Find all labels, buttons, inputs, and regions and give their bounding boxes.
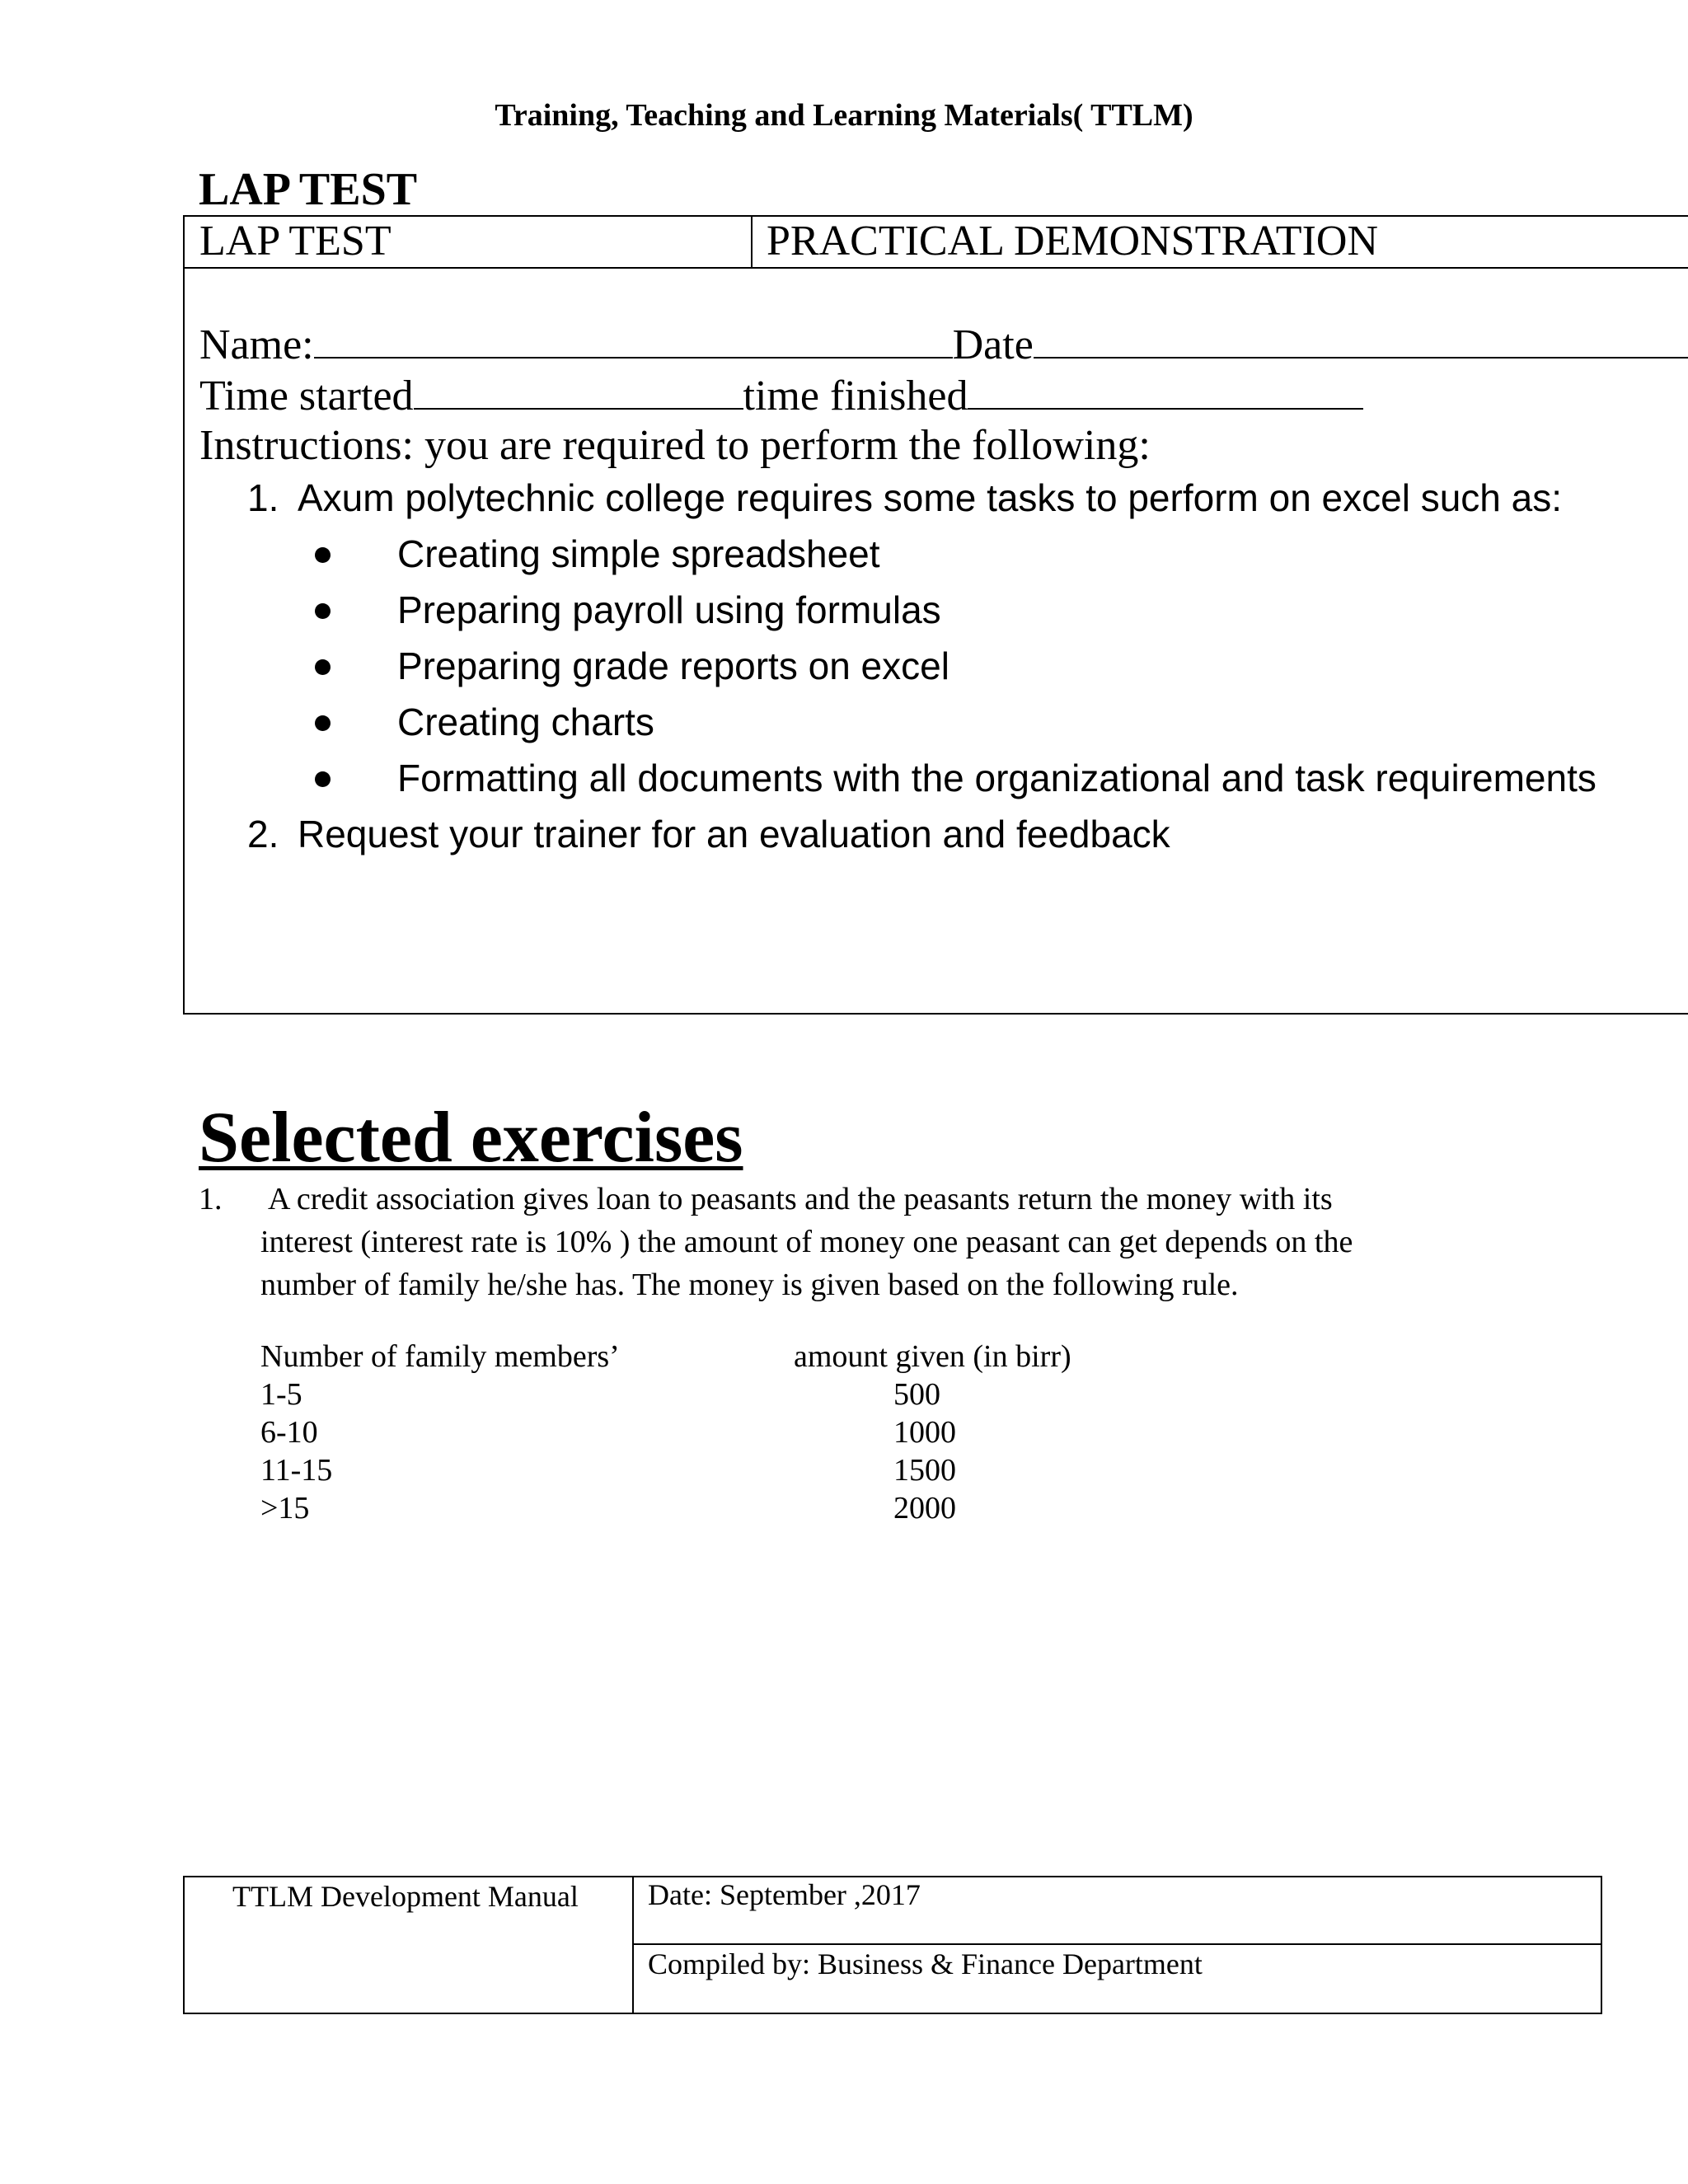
bullet-icon bbox=[315, 659, 331, 675]
time-started-blank bbox=[414, 370, 743, 410]
instructions-text: Instructions: you are required to perform the following: bbox=[199, 422, 1151, 469]
bullet-icon bbox=[315, 547, 331, 563]
document-header-title: Training, Teaching and Learning Materials( TTLM) bbox=[495, 98, 1193, 133]
footer-row-divider bbox=[632, 1943, 1602, 1945]
time-finished-label: time finished bbox=[743, 373, 968, 419]
bullet-item: Creating charts bbox=[397, 701, 654, 743]
lap-test-cell-left: LAP TEST bbox=[199, 218, 392, 265]
date-blank bbox=[1034, 319, 1688, 359]
footer-column-divider bbox=[632, 1876, 634, 2014]
task-1-text: Axum polytechnic college requires some tasks to perform on excel such as: bbox=[298, 476, 1563, 519]
bullet-icon bbox=[315, 771, 331, 787]
name-label: Name: bbox=[199, 321, 314, 368]
time-line bbox=[199, 370, 1363, 421]
time-started-label: Time started bbox=[199, 373, 414, 419]
date-label: Date bbox=[952, 321, 1034, 368]
rule-family-cell: 11-15 bbox=[260, 1453, 333, 1488]
task-1-number: 1. bbox=[247, 476, 279, 519]
rule-header-family: Number of family members’ bbox=[260, 1339, 620, 1374]
name-date-line bbox=[199, 319, 1688, 370]
bullet-icon bbox=[315, 603, 331, 619]
bullet-item: Preparing payroll using formulas bbox=[397, 588, 941, 631]
rule-amount-cell: 1000 bbox=[893, 1415, 956, 1450]
rule-amount-cell: 500 bbox=[893, 1377, 940, 1412]
rule-amount-cell: 2000 bbox=[893, 1491, 956, 1526]
bullet-item: Formatting all documents with the organizational and task requirements bbox=[397, 757, 1597, 799]
rule-header-amount: amount given (in birr) bbox=[794, 1339, 1071, 1374]
task-2-number: 2. bbox=[247, 813, 279, 855]
lap-test-column-divider bbox=[751, 215, 753, 269]
footer-date: Date: September ,2017 bbox=[648, 1878, 921, 1911]
exercise-1-line: number of family he/she has. The money is given based on the following rule. bbox=[260, 1268, 1239, 1302]
rule-family-cell: >15 bbox=[260, 1491, 310, 1526]
exercise-1-line: interest (interest rate is 10% ) the amount of money one peasant can get depends on the bbox=[260, 1225, 1353, 1259]
footer-manual: TTLM Development Manual bbox=[232, 1880, 579, 1913]
rule-amount-cell: 1500 bbox=[893, 1453, 956, 1488]
bullet-icon bbox=[315, 715, 331, 731]
task-2-text: Request your trainer for an evaluation and feedback bbox=[298, 813, 1170, 855]
exercise-1-number: 1. bbox=[199, 1182, 223, 1216]
bullet-item: Preparing grade reports on excel bbox=[397, 644, 950, 687]
lap-test-row-divider bbox=[183, 267, 1688, 269]
footer-compiled-by: Compiled by: Business & Finance Department bbox=[648, 1947, 1203, 1980]
rule-family-cell: 6-10 bbox=[260, 1415, 318, 1450]
rule-family-cell: 1-5 bbox=[260, 1377, 302, 1412]
bullet-item: Creating simple spreadsheet bbox=[397, 532, 880, 575]
lap-test-cell-right: PRACTICAL DEMONSTRATION bbox=[767, 218, 1378, 265]
time-finished-blank bbox=[968, 370, 1363, 410]
lap-test-heading: LAP TEST bbox=[199, 164, 418, 215]
name-blank bbox=[314, 319, 953, 359]
exercise-1-line: A credit association gives loan to peasants and the peasants return the money with its bbox=[268, 1182, 1333, 1216]
selected-exercises-heading: Selected exercises bbox=[199, 1098, 743, 1178]
